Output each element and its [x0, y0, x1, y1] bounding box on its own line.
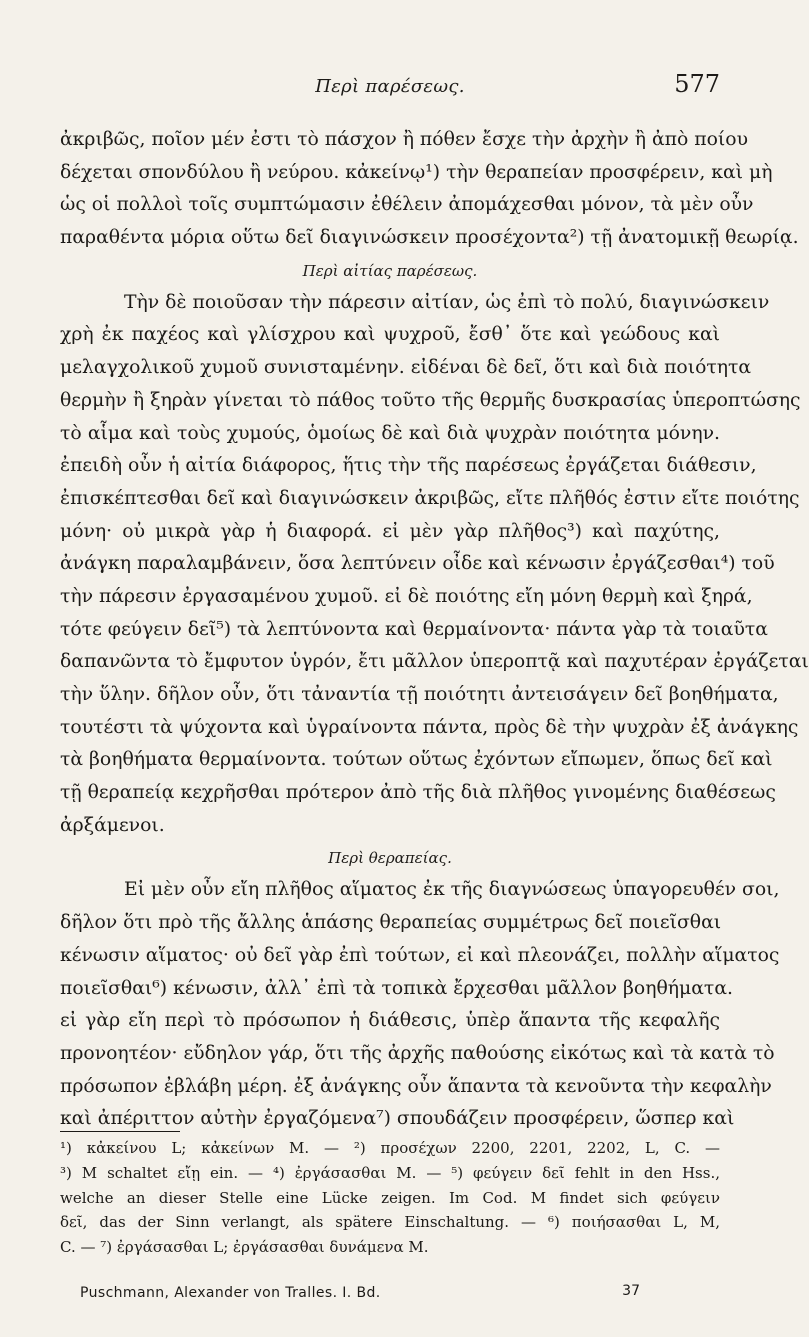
main-text [60, 124, 809, 1136]
footnotes [60, 1136, 720, 1260]
text-line: τὴν πάρεσιν ἐργασαμένου χυμοῦ. εἰ δὲ ποιότης εἴη μόνη θερμὴ καὶ ξηρά, [60, 585, 753, 607]
text-line: χρὴ ἐκ παχέος καὶ γλίσχρου καὶ ψυχροῦ, ἔσθ᾽ ὅτε καὶ γεώδους καὶ [60, 324, 720, 346]
footnote-line: C. — ⁷) ἐργάσασθαι L; ἐργάσασθαι δυνάμενα M. [60, 1238, 429, 1257]
text-line: τὰ βοηθήματα θερμαίνοντα. τούτων οὕτως ἐχόντων εἴπωμεν, ὅπως δεῖ καὶ [60, 749, 773, 771]
footnote-line: ¹) κἀκείνου L; κἀκείνων M. — ²) προσέχων 2200, 2201, 2202, L, C. — [60, 1139, 720, 1157]
section-heading-therapy: Περὶ θεραπείας. [328, 849, 452, 868]
text-line: εἰ γὰρ εἴη περὶ τὸ πρόσωπον ἡ διάθεσις, ὑπὲρ ἅπαντα τῆς κεφαλῆς [60, 1010, 720, 1032]
footnote-line: δεῖ, das der Sinn verlangt, als spätere Einschaltung. — ⁶) ποιήσασθαι L, M, [60, 1213, 720, 1232]
text-line: μόνη· οὐ μικρὰ γὰρ ἡ διαφορά. εἰ μὲν γὰρ πλῆθος³) καὶ παχύτης, [60, 520, 720, 542]
text-line: τότε φεύγειν δεῖ⁵) τὰ λεπτύνοντα καὶ θερμαίνοντα· πάντα γὰρ τὰ τοιαῦτα [60, 618, 768, 640]
text-line: τὴν ὕλην. δῆλον οὖν, ὅτι τἀναντία τῇ ποιότητι ἀντεισάγειν δεῖ βοηθήματα, [60, 684, 779, 705]
footnote-rule [60, 1131, 180, 1132]
text-line: πρόσωπον ἐβλάβη μέρη. ἐξ ἀνάγκης οὖν ἅπαντα τὰ κενοῦντα τὴν κεφαλὴν [60, 1075, 772, 1097]
text-line: προνοητέον· εὔδηλον γάρ, ὅτι τῆς ἀρχῆς παθούσης εἰκότως καὶ τὰ κατὰ τὸ [60, 1042, 775, 1064]
text-line: ἐπισκέπτεσθαι δεῖ καὶ διαγινώσκειν ἀκριβῶς, εἴτε πλῆθός ἐστιν εἴτε ποιότης [60, 487, 800, 509]
footnote-line: welche an dieser Stelle eine Lücke zeigen. Im Cod. M findet sich φεύγειν [60, 1188, 720, 1207]
text-line: κένωσιν αἵματος· οὐ δεῖ γὰρ ἐπὶ τούτων, εἰ καὶ πλεονάζει, πολλὴν αἵματος [60, 944, 780, 966]
text-line: δῆλον ὅτι πρὸ τῆς ἄλλης ἁπάσης θεραπείας συμμέτρως δεῖ ποιεῖσθαι [60, 912, 722, 934]
text-line: παραθέντα μόρια οὕτω δεῖ διαγινώσκειν προσέχοντα²) τῇ ἀνατομικῇ θεωρίᾳ. [60, 227, 799, 249]
footer-citation: Puschmann, Alexander von Tralles. I. Bd. [80, 1285, 381, 1301]
text-line: δέχεται σπονδύλου ἢ νεύρου. κἀκείνῳ¹) τὴν θεραπείαν προσφέρειν, καὶ μὴ [60, 161, 773, 183]
text-line: ἀκριβῶς, ποῖον μέν ἐστι τὸ πάσχον ἢ πόθεν ἔσχε τὴν ἀρχὴν ἢ ἀπὸ ποίου [60, 129, 749, 150]
page-number: 577 [674, 70, 720, 98]
text-line: ἐπειδὴ οὖν ἡ αἰτία διάφορος, ἥτις τὴν τῆς παρέσεως ἐργάζεται διάθεσιν, [60, 455, 757, 477]
section-heading-cause: Περὶ αἰτίας παρέσεως. [302, 261, 478, 280]
signature-mark: 37 [622, 1283, 640, 1299]
text-line: καὶ ἀπέριττον αὐτὴν ἐργαζόμενα⁷) σπουδάζειν προσφέρειν, ὥσπερ καὶ [60, 1108, 735, 1130]
text-line: τουτέστι τὰ ψύχοντα καὶ ὑγραίνοντα πάντα, πρὸς δὲ τὴν ψυχρὰν ἐξ ἀνάγκης [60, 716, 799, 738]
footnote-line: ³) M schaltet εἴῃ ein. — ⁴) ἐργάσασθαι M. — ⁵) φεύγειν δεῖ fehlt in den Hss., [60, 1163, 720, 1182]
text-line: θερμὴν ἢ ξηρὰν γίνεται τὸ πάθος τοῦτο τῆς θερμῆς δυσκρασίας ὑπεροπτώσης [60, 389, 801, 411]
text-line: τῇ θεραπείᾳ κεχρῆσθαι πρότερον ἀπὸ τῆς διὰ πλῆθος γινομένης διαθέσεως [60, 782, 776, 804]
text-line: τὸ αἷμα καὶ τοὺς χυμούς, ὁμοίως δὲ καὶ διὰ ψυχρὰν ποιότητα μόνην. [60, 422, 720, 444]
text-line: δαπανῶντα τὸ ἔμφυτον ὑγρόν, ἔτι μᾶλλον ὑπεροπτᾷ καὶ παχυτέραν ἐργάζεται [60, 651, 809, 673]
text-line: ἀνάγκη παραλαμβάνειν, ὅσα λεπτύνειν οἶδε καὶ κένωσιν ἐργάζεσθαι⁴) τοῦ [60, 553, 775, 575]
text-line: ὡς οἱ πολλοὶ τοῖς συμπτώμασιν ἐθέλειν ἀπομάχεσθαι μόνον, τὰ μὲν οὖν [60, 194, 754, 216]
running-head: Περὶ παρέσεως. [315, 76, 465, 97]
text-line: ποιεῖσθαι⁶) κένωσιν, ἀλλ᾽ ἐπὶ τὰ τοπικὰ ἔρχεσθαι μᾶλλον βοηθήματα. [60, 977, 733, 999]
text-line: μελαγχολικοῦ χυμοῦ συνισταμένην. εἰδέναι δὲ δεῖ, ὅτι καὶ διὰ ποιότητα [60, 357, 752, 379]
text-line: Τὴν δὲ ποιοῦσαν τὴν πάρεσιν αἰτίαν, ὡς ἐπὶ τὸ πολύ, διαγινώσκειν [124, 291, 770, 313]
page-header [60, 70, 720, 104]
text-line: Εἰ μὲν οὖν εἴη πλῆθος αἵματος ἐκ τῆς διαγνώσεως ὑπαγορευθέν σοι, [124, 879, 780, 901]
page-footer [60, 1285, 720, 1309]
text-line: ἀρξάμενοι. [60, 814, 165, 836]
